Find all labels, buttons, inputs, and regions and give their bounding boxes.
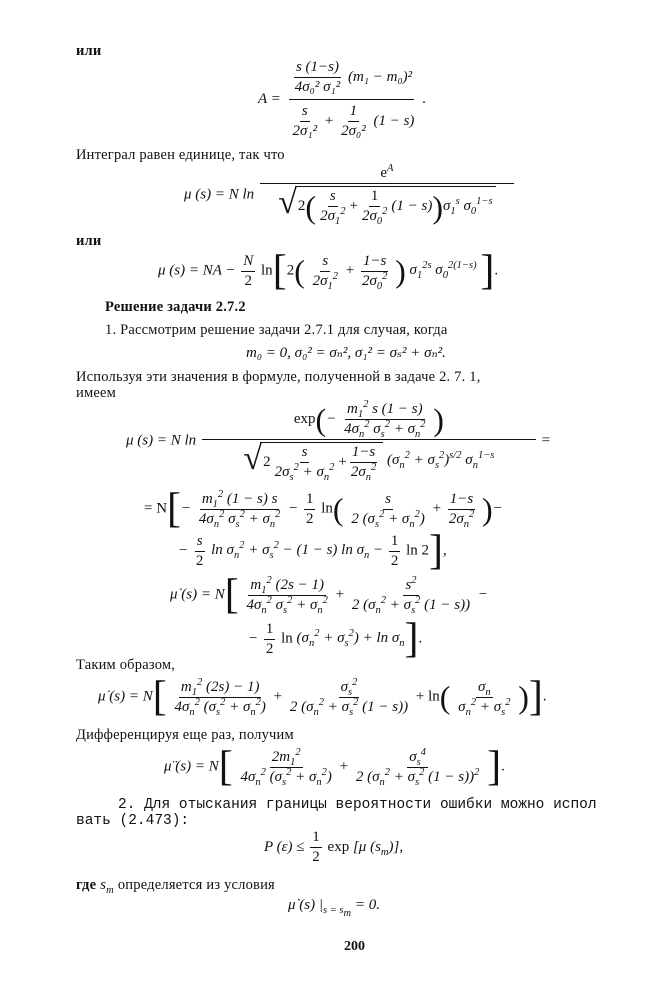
- eq-A-den2-rest: (1 − s): [373, 112, 415, 129]
- equation-mu-ln: [184, 163, 516, 227]
- text-using-values-b: имеем: [76, 385, 116, 401]
- text-using-values-a: Используя эти значения в формуле, полученной в задаче 2. 7. 1,: [76, 369, 481, 385]
- equation-mu-ddot: μ̈ (s) = N[ $\frac{2m_1^2}{4\sigma_n^2 (\sigma_s^2 + \sigma_n^2)}$ + $\frac{\sigma_s^4}{2 (\sigma_n^2 + \sigma_s^2 (1 - s))^2}$ ].: [164, 744, 505, 790]
- text-differentiating: Дифференцируя еще раз, получим: [76, 727, 294, 743]
- equation-conditions: m₀ = 0, σ₀² = σₙ², σ₁² = σₛ² + σₙ².: [246, 345, 446, 361]
- eq-A-den2-num: 1: [348, 104, 360, 122]
- equation-condition-sm: μ̇ (s) $|_{s = s_m} = 0$.: [288, 897, 380, 920]
- text-integral-line: Интеграл равен единице, так что: [76, 147, 285, 163]
- eq-A-lhs: A =: [258, 90, 281, 107]
- eq-A-den2-den: 2σ₀²: [341, 123, 366, 139]
- equation-mu-exp: μ (s) = N ln exp(− $\frac{m_1^2 s (1 - s)}{4\sigma_n^2 \sigma_s^2 + \sigma_n^2}$ ) √ 2 $\frac{s}{2\sigma_s^2 + \sigma_n^2}$ + $\frac{1-s}{2\sigma_n^2}$ $(\sigma_n^2 + \sigma_s^2)^{s/2}$ $\sigma_n^{1-s}$ =: [126, 399, 551, 483]
- equation-line-3: − $\frac{s}{2}$ $\ln \sigma_n^2 + \sigma_s^2 - (1 - s)$ $\ln \sigma_n$ − $\frac{1}{2}$ ln 2],: [178, 528, 447, 574]
- page-number: 200: [344, 939, 365, 954]
- equation-mu-NA: μ (s) = NA − $\frac{N}{2}$ ln[2( $\frac{s}{2\sigma_1^2}$ + $\frac{1-s}{2\sigma_0^2}$ ) $\sigma_1^{2s}$ $\sigma_0^{2(1-s)}$ ].: [158, 248, 499, 294]
- eq-mu-e-sup: A: [387, 163, 394, 174]
- text-item1: 1. Рассмотрим решение задачи 2.7.1 для случая, когда: [105, 322, 448, 338]
- eq-A-main-fraction: $\frac{s (1-s)}{\text{4σ₀² σ₁²}}$ (m₁ − m₀)² $\frac{s}{\text{2σ₁²}}$ + $\frac{1}{\text{2σ₀²}}$ (1 − s): [287, 60, 417, 139]
- eq-A-inner-den: 4σ₀² σ₁²: [294, 79, 341, 95]
- text-ili-2: или: [76, 233, 102, 249]
- text-where-sm: где $s_m$ определяется из условия: [76, 877, 275, 896]
- equation-mu-dot-line-2: − $\frac{1}{2}$ $\ln (\sigma_n^2 + \sigma_s^2) + \ln \sigma_n$].: [248, 616, 423, 662]
- text-thus: Таким образом,: [76, 657, 176, 673]
- text-item2-b: вать (2.473):: [76, 813, 190, 829]
- eq-mu-lhs: μ (s) = N ln: [184, 186, 255, 203]
- section-heading: Решение задачи 2.7.2: [105, 299, 246, 315]
- equation-mu-dot: μ̇ (s) = N[ $\frac{m_1^2 (2s - 1)}{4\sigma_n^2 \sigma_s^2 + \sigma_n^2}$ + $\frac{s^2}{2 (\sigma_n^2 + \sigma_s^2 (1 - s))}$ −: [170, 572, 488, 618]
- text-where-rest: определяется из условия: [117, 877, 275, 893]
- equation-A: A = $\frac{s (1-s)}{\text{4σ₀² σ₁²}}$ (m₁ − m₀)² $\frac{s}{\text{2σ₁²}}$ + $\frac{1}{\text{2σ₀²}}$ (1 − s) .: [258, 59, 426, 139]
- equation-line-2: = N[− $\frac{m_1^2 (1 - s) s}{4\sigma_n^2 \sigma_s^2 + \sigma_n^2}$ − $\frac{1}{2}$ ln( $\frac{s}{2 (\sigma_s^2 + \sigma_n^2)}$ + $\frac{1-s}{2\sigma_n^2}$ )−: [144, 486, 503, 532]
- text-ili-1: или: [76, 43, 102, 59]
- text-where: где: [76, 877, 97, 893]
- equation-P-bound: P (ε) ≤ $\frac{1}{2}$ exp [μ $(s_m)$],: [264, 829, 404, 865]
- equation-mu-dot-final: μ̇ (s) = N[ $\frac{m_1^2 (2s) - 1)}{4\sigma_n^2 (\sigma_s^2 + \sigma_n^2)}$ + $\frac{\sigma_s^2}{2 (\sigma_n^2 + \sigma_s^2 (1 - s))}$ + ln( $\frac{\sigma_n}{\sigma_n^2 + \sigma_s^2}$ )].: [98, 674, 547, 720]
- eq-mu-e: e: [380, 165, 388, 181]
- eq-A-den1-num: s: [300, 104, 310, 122]
- text-item2-a: 2. Для отыскания границы вероятности ошибки можно испол: [118, 797, 597, 813]
- eq-A-num-rest: (m₁ − m₀)²: [347, 68, 413, 85]
- eq-A-inner-num: s (1−s): [294, 60, 341, 78]
- eq-mu-fraction: $e^A$ √ 2 ( $\frac{s}{2\sigma_1^2}$ + $\frac{1}{2\sigma_0^2}$ (1 − s) ) $\sigma_1^s$ $\sigma_0^{1-s}$: [260, 166, 514, 224]
- eq-A-den1-den: 2σ₁²: [292, 123, 318, 139]
